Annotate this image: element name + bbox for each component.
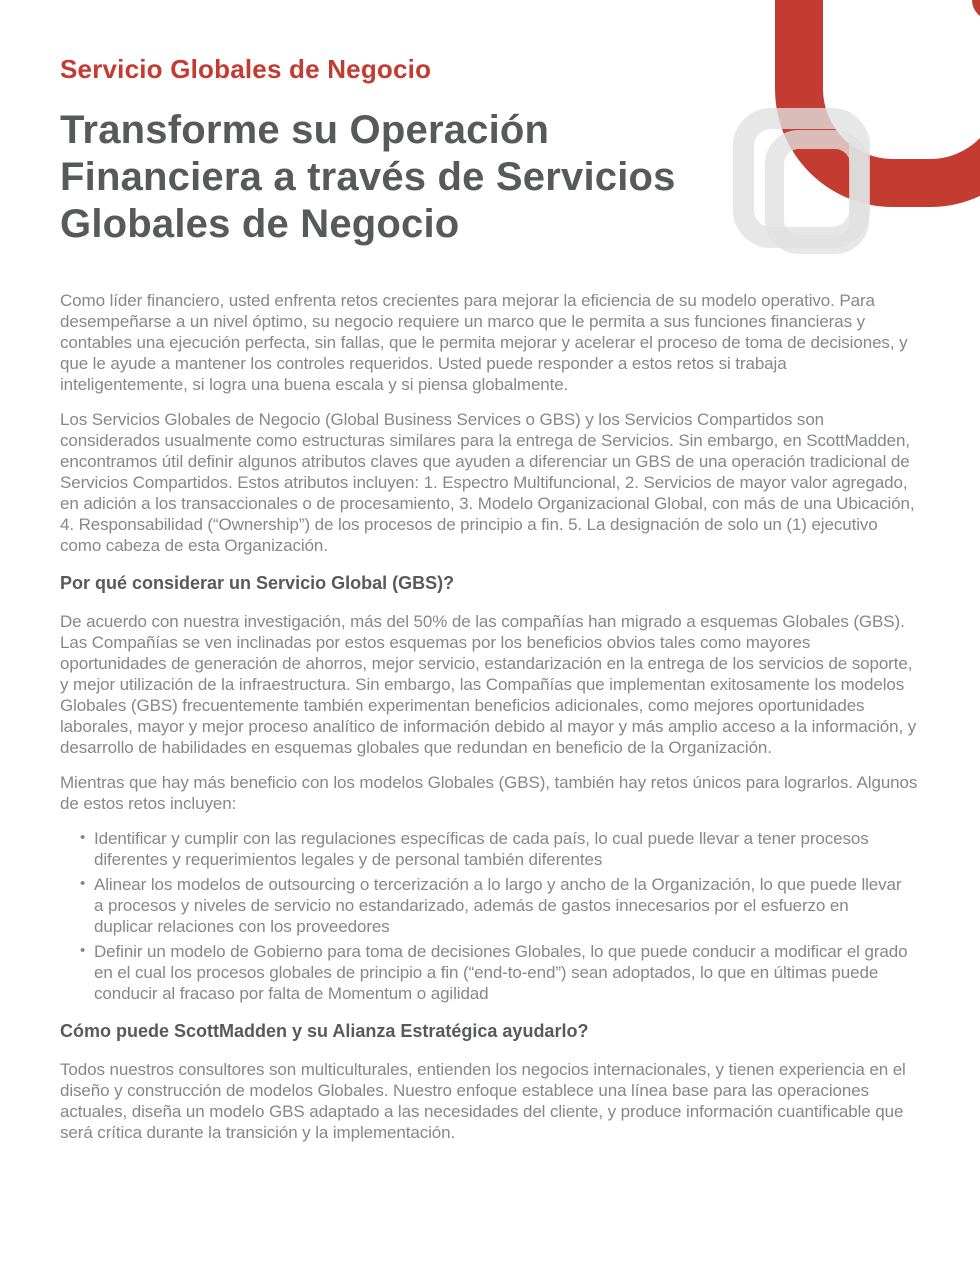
kicker-heading: Servicio Globales de Negocio bbox=[60, 54, 432, 84]
why-paragraph-1: De acuerdo con nuestra investigación, más del 50% de las compañías han migrado a esquemas Globales (GBS). Las Compañías se ven inclinadas por estos esquemas por los beneficios obvios tales como mayores oportunidades de generación de ahorros, mejor servicio, estandarización en la entrega de los servicios de soporte, y mejor utilización de la infraestructura. Sin embargo, las Compañías que implementan exitosamente los modelos Globales (GBS) frecuentemente también experimentan beneficios adicionales, como mejores oportunidades laborales, mayor y mejor proceso analítico de información debido al mayor y más amplio acceso a la información, y desarrollo de habilidades en esquemas globales que redundan en beneficio de la Organización. bbox=[60, 612, 917, 757]
intro-paragraph-2: Los Servicios Globales de Negocio (Global Business Services o GBS) y los Servicios Compartidos son considerados usualmente como estructuras similares para la entrega de Servicios. Sin embargo, en ScottMadden, encontramos útil definir algunos atributos claves que ayuden a diferenciar un GBS de una operación tradicional de Servicios Compartidos. Estos atributos incluyen: 1. Espectro Multifuncional, 2. Servicios de mayor valor agregado, en adición a los transaccionales o de procesamiento, 3. Modelo Organizacional Global, con más de una Ubicación, 4. Responsabilidad (“Ownership”) de los procesos de principio a fin. 5. La designación de solo un (1) ejecutivo como cabeza de esta Organización. bbox=[60, 410, 915, 555]
intro-paragraph-1: Como líder financiero, usted enfrenta retos crecientes para mejorar la eficiencia de su modelo operativo. Para desempeñarse a un nivel óptimo, su negocio requiere un marco que le permita a sus funciones financieras y contables una ejecución perfecta, sin fallas, que le permita mejorar y acelerar el proceso de toma de decisiones, y que le ayude a mantener los controles requeridos. Usted puede responder a estos retos si trabaja inteligentemente, si logra una buena escala y si piensa globalmente. bbox=[60, 291, 908, 394]
page-title-line-2: Financiera a través de Servicios bbox=[60, 155, 676, 199]
page-title-line-1: Transforme su Operación bbox=[60, 108, 550, 152]
document-content bbox=[60, 55, 918, 1157]
how-paragraph: Todos nuestros consultores son multiculturales, entienden los negocios internacionales, y tienen experiencia en el diseño y construcción de modelos Globales. Nuestro enfoque establece una línea base para las operaciones actuales, diseña un modelo GBS adaptado a las necesidades del cliente, y produce información cuantificable que será crítica durante la transición y la implementación. bbox=[60, 1060, 906, 1142]
red-corner-accent-graphic bbox=[972, 0, 980, 20]
why-paragraph-2: Mientras que hay más beneficio con los modelos Globales (GBS), también hay retos únicos para lograrlos. Algunos de estos retos incluyen: bbox=[60, 773, 918, 813]
page-title bbox=[60, 107, 918, 248]
page-title-line-3: Globales de Negocio bbox=[60, 202, 460, 246]
challenges-list bbox=[60, 828, 918, 1004]
list-item: • Definir un modelo de Gobierno para toma de decisiones Globales, lo que puede conducir a modificar el grado en el cual los procesos globales de principio a fin (“end-to-end”) sean adoptados, lo que en últimas puede conducir al fracaso por falta de Momentum o agilidad bbox=[80, 941, 910, 1004]
list-item: • Alinear los modelos de outsourcing o tercerización a lo largo y ancho de la Organización, lo que puede llevar a procesos y niveles de servicio no estandarizado, además de gastos innecesarios por el esfuerzo en duplicar relaciones con los proveedores bbox=[80, 874, 910, 937]
list-item: • Identificar y cumplir con las regulaciones específicas de cada país, lo cual puede llevar a tener procesos diferentes y requerimientos legales y de personal también diferentes bbox=[80, 828, 910, 870]
section-heading-why-gbs: Por qué considerar un Servicio Global (GBS)? bbox=[60, 573, 455, 593]
section-heading-how-scottmadden-helps: Cómo puede ScottMadden y su Alianza Estratégica ayudarlo? bbox=[60, 1021, 589, 1041]
